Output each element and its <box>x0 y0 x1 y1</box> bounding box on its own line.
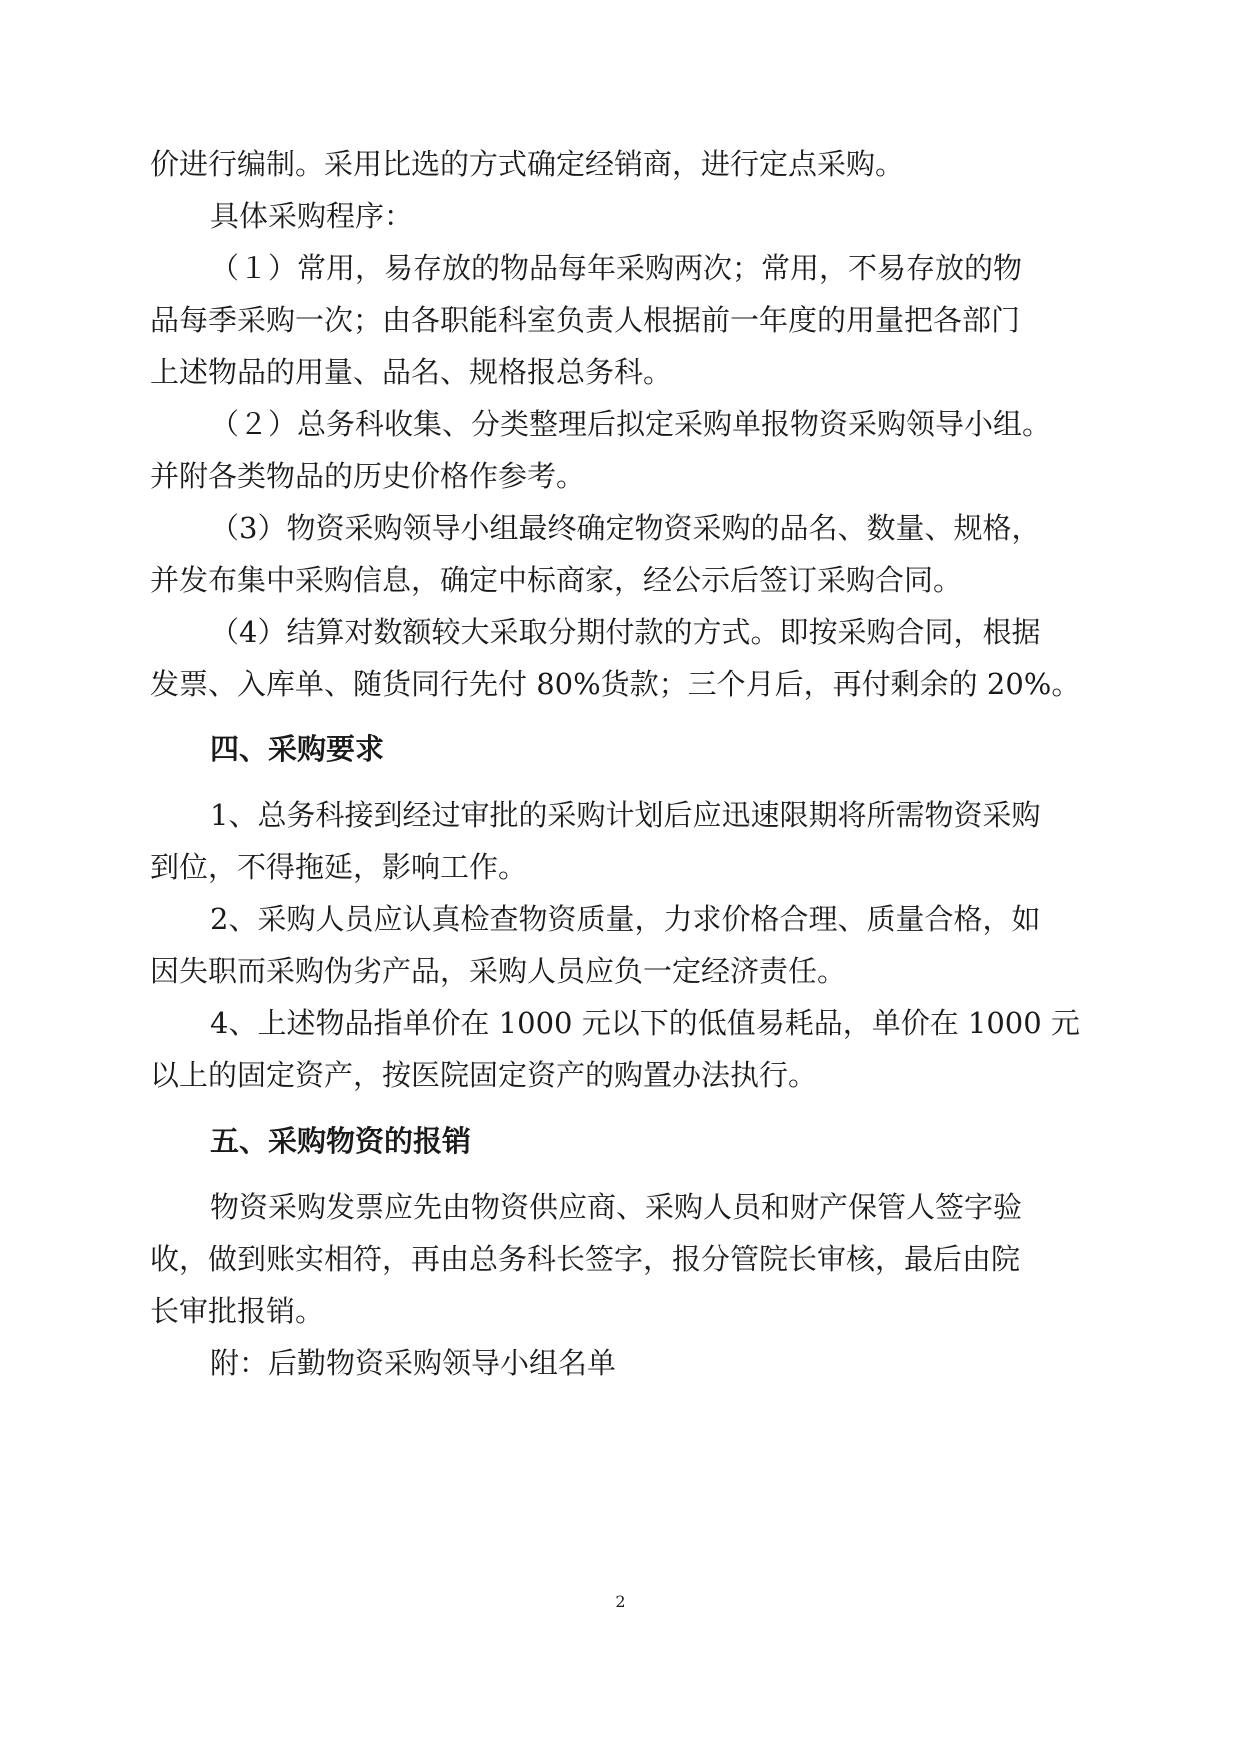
paragraph-line: 附：后勤物资采购领导小组名单 <box>210 1346 617 1380</box>
paragraph-line: 1、总务科接到经过审批的采购计划后应迅速限期将所需物资采购 <box>210 798 1041 832</box>
paragraph-line: （4）结算对数额较大采取分期付款的方式。即按采购合同，根据 <box>210 615 1041 649</box>
page-number: 2 <box>615 1592 626 1611</box>
paragraph-line: 4、上述物品指单价在 1000 元以下的低值易耗品，单价在 1000 元 <box>210 1006 1080 1040</box>
paragraph-line: 以上的固定资产，按医院固定资产的购置办法执行。 <box>150 1058 818 1092</box>
paragraph-line: 具体采购程序： <box>210 199 414 233</box>
section-heading: 四、采购要求 <box>210 732 385 766</box>
paragraph-line: （２）总务科收集、分类整理后拟定采购单报物资采购领导小组。 <box>210 407 1052 441</box>
paragraph-line: 价进行编制。采用比选的方式确定经销商，进行定点采购。 <box>150 147 905 181</box>
paragraph-line: 长审批报销。 <box>150 1294 325 1328</box>
paragraph-line: 品每季采购一次；由各职能科室负责人根据前一年度的用量把各部门 <box>150 303 1021 337</box>
paragraph-line: 收，做到账实相符，再由总务科长签字，报分管院长审核，最后由院 <box>150 1242 1021 1276</box>
section-heading: 五、采购物资的报销 <box>210 1124 472 1158</box>
paragraph-line: 并附各类物品的历史价格作参考。 <box>150 459 586 493</box>
paragraph-line: （3）物资采购领导小组最终确定物资采购的品名、数量、规格， <box>210 511 1041 545</box>
paragraph-line: 物资采购发票应先由物资供应商、采购人员和财产保管人签字验 <box>210 1190 1023 1224</box>
paragraph-line: 2、采购人员应认真检查物资质量，力求价格合理、质量合格，如 <box>210 902 1041 936</box>
paragraph-line: 上述物品的用量、品名、规格报总务科。 <box>150 355 673 389</box>
paragraph-line: 并发布集中采购信息，确定中标商家，经公示后签订采购合同。 <box>150 563 963 597</box>
paragraph-line: 因失职而采购伪劣产品，采购人员应负一定经济责任。 <box>150 954 847 988</box>
paragraph-line: 到位，不得拖延，影响工作。 <box>150 850 528 884</box>
paragraph-line: （１）常用，易存放的物品每年采购两次；常用，不易存放的物 <box>210 251 1023 285</box>
paragraph-line: 发票、入库单、随货同行先付 80%货款；三个月后，再付剩余的 20%。 <box>150 667 1081 701</box>
